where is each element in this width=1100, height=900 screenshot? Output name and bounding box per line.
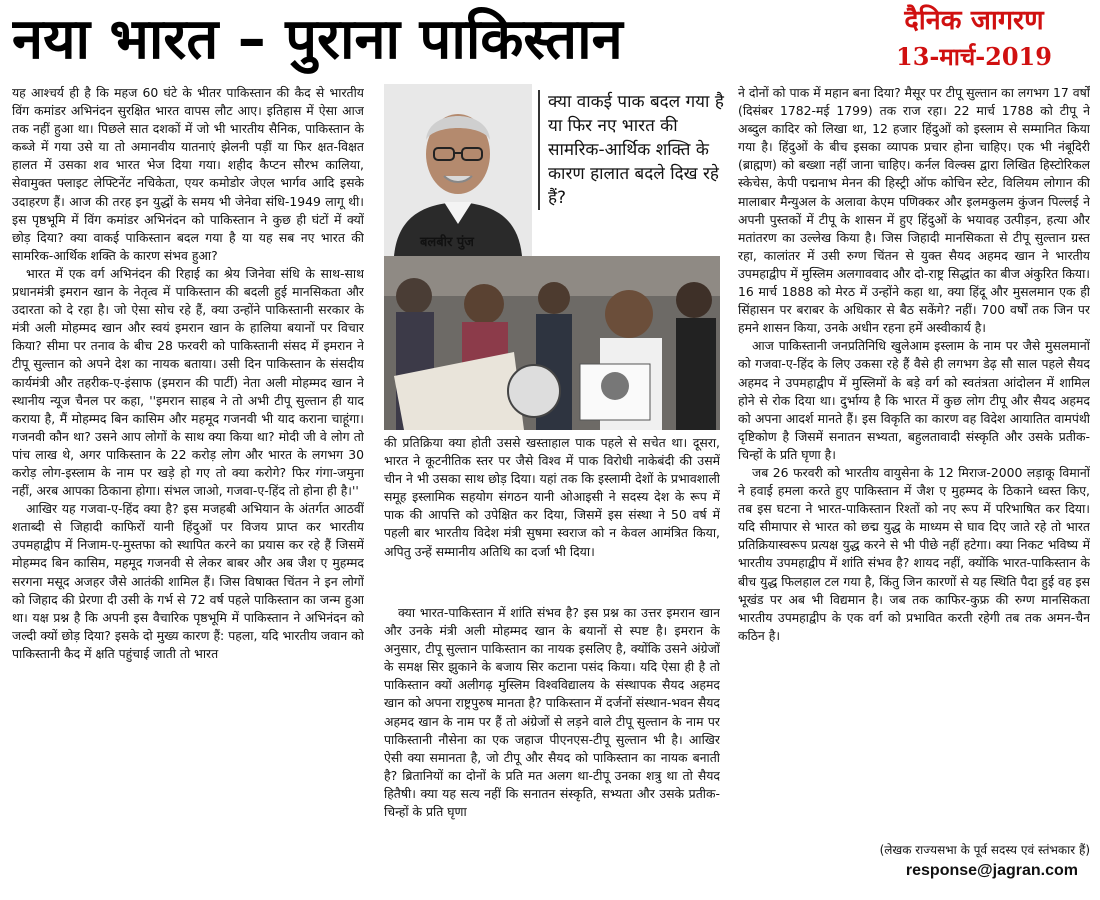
pull-quote: क्या वाकई पाक बदल गया है या फिर नए भारत की सामरिक-आर्थिक शक्ति के कारण हालात बदले दिख रहे हैं?	[538, 90, 728, 210]
paragraph: ने दोनों को पाक में महान बना दिया? मैसूर पर टीपू सुल्तान का लगभग 17 वर्षों (दिसंबर 1782-मई 1799) तक राज रहा। 22 मार्च 1788 को टीपू ने अब्दुल कादिर को लिखा था, 12 हजार हिंदुओं को इस्लाम से सम्मानित किया गया है। हिंदुओं के बीच इसका व्यापक प्रचार होना चाहिए। एक भी नंबूदिरी (ब्राह्मण) को बख्शा नहीं जाना चाहिए। कर्नल विल्क्स द्वारा लिखित हिस्टोरिकल स्केचेस, केपी पद्मनाभ मेनन की हिस्ट्री ऑफ कोचिन स्टेट, विलियम लोगान की मालाबार मैन्युअल के अलावा केएम पणिक्कर और इलमकुलम कुंजन पिल्लई ने अपनी पुस्तकों में टीपू के शासन में हुए हिंदुओं के भयावह उत्पीड़न, हत्या और मतांतरण का उल्लेख किया है। जिस जिहादी मानसिकता से टीपू सुल्तान ग्रस्त रहा, कालांतर में उसी रुग्ण चिंतन से युक्त सैयद अहमद खान ने भारतीय उपमहाद्वीप में मुस्लिम अलगाववाद और दो-राष्ट्र सिद्धांत का बीज अंकुरित किया। 16 मार्च 1888 को मेरठ में उन्होंने कहा था, क्या हिंदू और मुसलमान एक ही सिंहासन पर बराबर के अधिकार से बैठ सकेंगे? नहीं। 700 वर्षों तक जिन पर हमने शासन किया, उनके अधीन रहना हमें अस्वीकार्य है।	[738, 85, 1090, 336]
crowd-photo-icon	[384, 256, 720, 430]
masthead	[852, 2, 1096, 74]
paragraph: यह आश्चर्य ही है कि महज 60 घंटे के भीतर पाकिस्तान की कैद से भारतीय विंग कमांडर अभिनंदन सुरक्षित भारत वापस लौट आए। इतिहास में ऐसा आज तक नहीं हुआ था। पिछले सात दशकों में जो भी भारतीय सैनिक, पाकिस्तान के कब्जे में गया उसे या तो अमानवीय यातनाएं झेलनी पड़ीं या फिर क्षत-विक्षत हालत में उसका शव भारत भेज दिया गया। शहीद कैप्टन सौरभ कालिया, सेवामुक्त फ्लाइट लेफ्टिनेंट नचिकेता, एयर कमोडोर जेएल भार्गव आदि इसके उदाहरण हैं। आज की तरह इन युद्धों के समय भी जेनेवा संधि-1949 लागू थी। इस पृष्ठभूमि में विंग कमांडर अभिनंदन को पाकिस्तान ने कुछ ही घंटों में क्यों छोड़ दिया? क्या वाकई पाकिस्तान बदल गया है या यह सब नए भारत की सामरिक-आर्थिक शक्ति के कारण संभव हुआ?	[12, 85, 364, 263]
response-email[interactable]: response@jagran.com	[905, 862, 1078, 879]
paragraph: जब 26 फरवरी को भारतीय वायुसेना के 12 मिराज-2000 लड़ाकू विमानों ने हवाई हमला करते हुए पाकिस्तान में जैश ए मुहम्मद के ठिकाने ध्वस्त किए, तब इस घटना ने भारत-पाकिस्तान रिश्तों को नए रूप में परिभाषित कर दिया। यदि सीमापार से भारत को छद्म युद्ध के माध्यम से घाव दिए जाते रहे तो भारत प्रतिक्रियास्वरूप प्रत्यक्ष युद्ध करने से भी पीछे नहीं हटेगा। क्या निकट भविष्य में भारतीय उपमहाद्वीप में शांति संभव है? शायद नहीं, क्योंकि भारत-पाकिस्तान के बीच युद्ध फिलहाल टल गया है, किंतु जिन कारणों से यह स्थिति पैदा हुई वह इस भूखंड पर अब भी विद्यमान है। जब तक काफिर-कुफ्र की रुग्ण मानसिकता भारतीय उपमहाद्वीप के एक वर्ग को प्रभावित करती रहेगी तब तक अमन-चैन कठिन है।	[738, 464, 1090, 643]
paragraph: क्या भारत-पाकिस्तान में शांति संभव है? इस प्रश्न का उत्तर इमरान खान और उनके मंत्री अली मोहम्मद खान के बयानों से स्पष्ट है। इमरान के अनुसार, टीपू सुल्तान पाकिस्तान का नायक इसलिए है, क्योंकि उसने अंग्रेजों के समक्ष सिर झुकाने के बजाय सिर कटाना पसंद किया। यदि ऐसा ही है तो पाकिस्तान क्यों अलीगढ़ मुस्लिम विश्वविद्यालय के संस्थापक सैयद अहमद खान को अपना राष्ट्रपुरुष मानता है? पाकिस्तान में दर्जनों संस्थान-भवन सैयद अहमद खान के नाम पर हैं तो अंग्रेजों से लड़ने वाले टीपू सुल्तान के नाम पर पाकिस्तानी नौसेना का एक जहाज पीएनएस-टीपू सुल्तान भी है। आखिर ऐसी क्या समानता है, जो टीपू और सैयद को पाकिस्तान का नायक बनाती है? ब्रितानियों का दोनों के प्रति मत अलग था-टीपू उनका शत्रु था तो सैयद हितैषी। क्या यह सत्य नहीं कि सनातन संस्कृति, सभ्यता और उसके प्रतीक-चिन्हों के प्रति घृणा	[384, 605, 720, 820]
article-column-3	[738, 84, 1090, 844]
author-name: बलबीर पुंज	[420, 235, 474, 250]
headline: नया भारत – पुराना पाकिस्तान	[12, 7, 623, 72]
author-byline: (लेखक राज्यसभा के पूर्व सदस्य एवं स्तंभकार हैं)	[879, 843, 1090, 857]
paragraph: की प्रतिक्रिया क्या होती उससे खस्ताहाल पाक पहले से सचेत था। दूसरा, भारत ने कूटनीतिक स्तर पर जैसे विश्व में पाक विरोधी नाकेबंदी की उसमें चीन ने भी उसका साथ छोड़ दिया। यहां तक कि इस्लामी देशों के प्रभावशाली समूह इस्लामिक सहयोग संगठन यानी ओआइसी ने सदस्य देश के रूप में पाक की आपत्ति को उपेक्षित कर दिया, जिसमें इस संस्था ने 50 वर्ष में पहली बार भारतीय विदेश मंत्री सुषमा स्वराज को न केवल आमंत्रित किया, अपितु उन्हें सम्मानीय अतिथि का दर्जा भी दिया।	[384, 435, 720, 559]
article-column-2	[384, 604, 720, 896]
paragraph: भारत में एक वर्ग अभिनंदन की रिहाई का श्रेय जिनेवा संधि के साथ-साथ प्रधानमंत्री इमरान खान के नेतृत्व में पाकिस्तान की बदली हुई मानसिकता और उदारता को दे रहा है। जो ऐसा सोच रहे हैं, क्या उन्होंने पाकिस्तानी सरकार के मंत्री अली मोहम्मद खान और स्वयं इमरान खान के हालिया बयानों पर विचार किया? सीमा पर तनाव के बीच 28 फरवरी को पाकिस्तानी संसद में इमरान ने टीपू सुल्तान को अपने देश का नायक बताया। उसी दिन पाकिस्तान के संसदीय कार्यमंत्री और तहरीक-ए-इंसाफ (इमरान की पार्टी) नेता अली मोहम्मद खान ने स्थानीय न्यूज चैनल पर कहा, ''इमरान साहब ने तो अभी टीपू सुल्तान ही याद कराया है, मैं मोहम्मद बिन कासिम और महमूद गजनवी भी याद कराना चाहूंगा। गजनवी कौन था? उसने आप लोगों के साथ क्या किया था? मोदी जी वे लोग तो पांच लाख थे, अगर पाकिस्तान के 22 करोड़ लोग और भारत के लगभग 30 करोड़ लोग-इस्लाम के नाम पर खड़े हो गए तो क्या करोगे? फिर गंगा-जमुना नहीं, अरब आपका ठिकाना होगा। संभल जाओ, गजवा-ए-हिंद तो होना ही है।''	[12, 265, 364, 499]
newspaper-name: दैनिक जागरण	[904, 5, 1044, 36]
news-photo	[384, 256, 720, 430]
paragraph: आखिर यह गजवा-ए-हिंद क्या है? इस मजहबी अभियान के अंतर्गत आठवीं शताब्दी से जिहादी काफिरों यानी हिंदुओं पर विजय प्राप्त कर भारतीय उपमहाद्वीप में निजाम-ए-मुस्तफा को स्थापित करने का प्रयास कर रहे हैं जिसमें मोहम्मद बिन कासिम, महमूद गजनवी से लेकर बाबर और अब जैश ए मुहम्मद सरगना मसूद अजहर जैसे आतंकी शामिल हैं। जिस विषाक्त चिंतन ने इन लोगों को जिहाद की प्रेरणा दी उसी के गर्भ से 72 वर्ष पहले पाकिस्तान का जन्म हुआ था। यक्ष प्रश्न है कि अपनी इस वैचारिक पृष्ठभूमि में पाकिस्तान ने अभिनंदन को जल्दी क्यों छोड़ दिया? इसके दो मुख्य कारण हैं: पहला, यदि भारतीय जवान को पाकिस्तानी कैद में क्षति पहुंचाई जाती तो भारत	[12, 501, 364, 661]
article-column-2-top	[384, 434, 720, 604]
paragraph: आज पाकिस्तानी जनप्रतिनिधि खुलेआम इस्लाम के नाम पर जैसे मुसलमानों को गजवा-ए-हिंद के लिए उकसा रहे हैं वैसे ही लगभग डेढ़ सौ साल पहले सैयद अहमद ने उपमहाद्वीप में मुस्लिमों के बड़े वर्ग को स्वतंत्रता आंदोलन में शामिल होने से रोक दिया था। दुर्भाग्य है कि भारत में कुछ लोग टीपू और सैयद अहमद को अपना आदर्श मानते हैं। इस विकृति का कारण वह विदेश आयातित वामपंथी दृष्टिकोण है जिसमें सनातन सभ्यता, बहुलतावादी संस्कृति और उसके प्रतीक-चिन्हों के प्रति घृणा है।	[738, 338, 1090, 462]
publication-date: 13-मार्च-2019	[896, 42, 1052, 71]
author-portrait	[384, 84, 532, 256]
author-photo-icon	[384, 84, 532, 256]
article-column-1	[12, 84, 364, 896]
